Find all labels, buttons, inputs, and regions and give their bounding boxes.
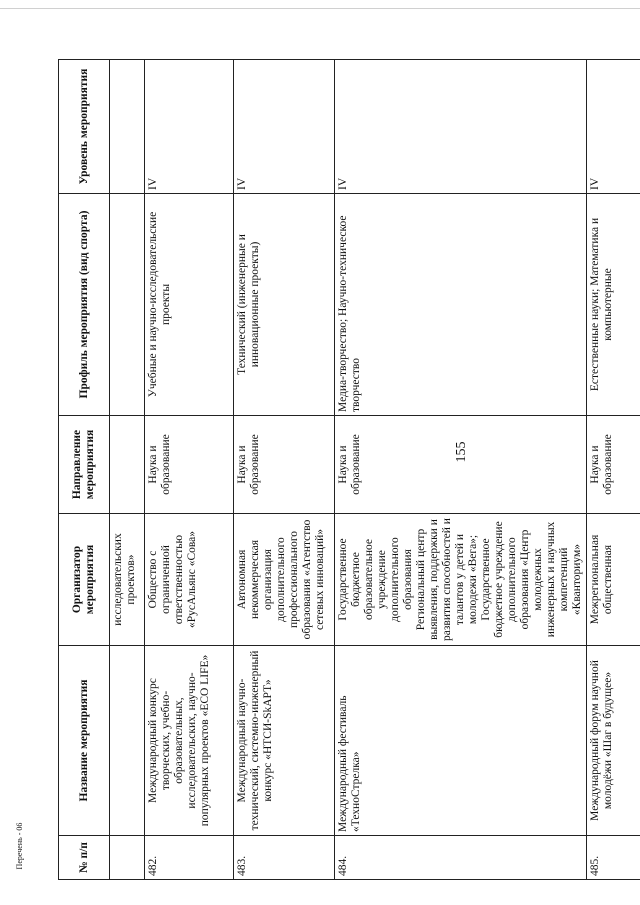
cell-name: Международный форум научной молодёжи «Шаг в будущее» [586,646,640,836]
rotated-table-container [58,60,614,880]
cell-profile: Естественные науки; Математика и компьютерные [586,194,640,416]
cell-level: IV [234,60,335,194]
footer-code: Перечень - 06 [15,822,24,870]
header-organizer: Организатор мероприятия [59,514,110,646]
cell-profile: Медиа-творчество; Научно-техническое творчество [335,194,587,416]
table-header-row [59,60,110,880]
table-row [145,60,234,880]
cell-organizer: Автономная некоммерческая организация дополнительного профессионального образования «Агентство сетевых инноваций» [234,514,335,646]
table-row [586,60,640,880]
cell-level: IV [335,60,587,194]
header-profile: Профиль мероприятия (вид спорта) [59,194,110,416]
cell-direction: Наука и образование [335,416,587,514]
events-table [58,59,640,880]
cell-empty [110,60,145,194]
cell-organizer: Общество с ограниченной ответственностью «РусАльянс «Сова» [145,514,234,646]
cell-organizer: Государственное бюджетное образовательное учреждение дополнительного образования Региональный центр выявления, поддержки и развития способностей и талантов у детей и молодежи «Вега»; Государственное бюджетное учреждение дополнительного образования «Центр молодежных инженерных и научных компетенций «Кванториум» [335,514,587,646]
cell-profile: Учебные и научно-исследовательские проекты [145,194,234,416]
cell-num: 483. [234,836,335,880]
cell-direction: Наука и образование [586,416,640,514]
cell-organizer: исследовательских проектов» [110,514,145,646]
cell-empty [110,416,145,514]
cell-num: 482. [145,836,234,880]
table-row-continuation [110,60,145,880]
cell-name: Международный фестиваль «ТехноСтрелка» [335,646,587,836]
cell-organizer: Межрегиональная общественная [586,514,640,646]
cell-profile: Технический (инженерные и инновационные проекты) [234,194,335,416]
cell-empty [110,194,145,416]
cell-direction: Наука и образование [145,416,234,514]
cell-level: IV [145,60,234,194]
table-row [335,60,587,880]
cell-direction: Наука и образование [234,416,335,514]
cell-empty [110,646,145,836]
table-row [234,60,335,880]
cell-level: IV [586,60,640,194]
cell-num: 485. [586,836,640,880]
cell-num: 484. [335,836,587,880]
cell-empty [110,836,145,880]
cell-name: Международный конкурс творческих, учебно-образовательных, исследовательских, научно-популярных проектов «ECO LIFE» [145,646,234,836]
top-rule [0,8,640,9]
page-number: 155 [454,441,469,463]
header-name: Название мероприятия [59,646,110,836]
cell-name: Международный научно-технический, системно-инженерный конкурс «НТСИ-SkАРТ» [234,646,335,836]
header-num: № п/п [59,836,110,880]
header-level: Уровень мероприятия [59,60,110,194]
header-direction: Направление мероприятия [59,416,110,514]
